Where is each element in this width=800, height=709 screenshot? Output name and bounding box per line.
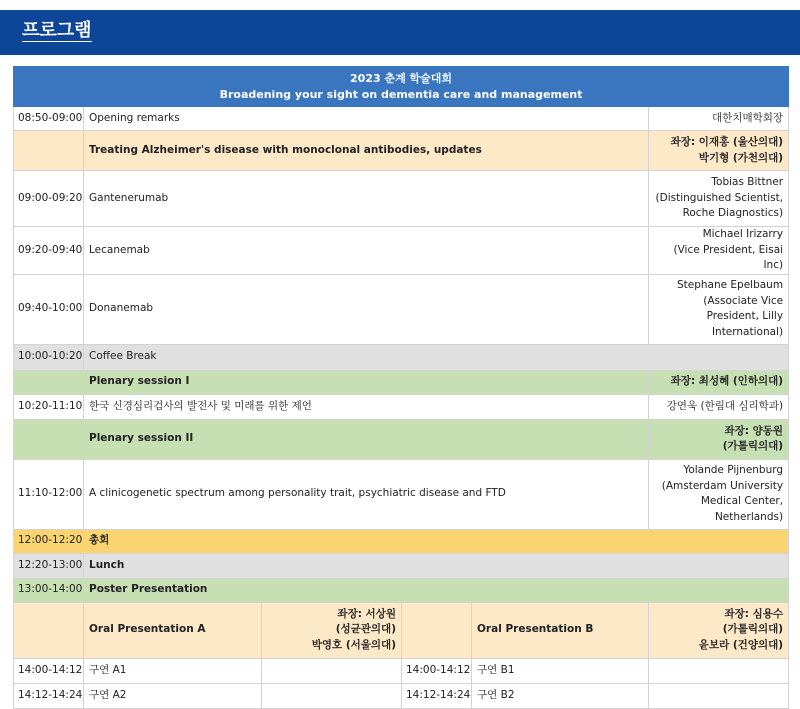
- table-row: [14, 553, 789, 578]
- speaker-cell: [649, 683, 789, 708]
- time-cell: 14:12-14:24: [14, 683, 84, 708]
- session-title: Treating Alzheimer's disease with monoclonal antibodies, updates: [84, 131, 649, 171]
- time-cell: 09:40-10:00: [14, 274, 84, 344]
- speaker-line: (Vice President, Eisai Inc): [673, 243, 784, 271]
- title-cell: Coffee Break: [84, 344, 789, 370]
- title-cell: A clinicogenetic spectrum among personality trait, psychiatric disease and FTD: [84, 459, 649, 529]
- time-cell: 14:00-14:12: [14, 658, 84, 683]
- speaker-line: Tobias Bittner: [711, 176, 784, 189]
- speaker-cell: 강연욱 (한림대 심리학과): [649, 394, 789, 419]
- chair-cell: [649, 131, 789, 171]
- title-cell: Lecanemab: [84, 227, 649, 275]
- table-row: [14, 274, 789, 344]
- speaker-line: Yolande Pijnenburg: [683, 464, 784, 476]
- title-cell: Gantenerumab: [84, 171, 649, 227]
- time-cell: 14:12-14:24: [402, 683, 472, 708]
- chair-cell: [262, 602, 402, 658]
- speaker-line: (Distinguished Scientist,: [655, 191, 784, 204]
- chair-cell: 좌장: 최성혜 (인하의대): [649, 370, 789, 394]
- chair-line: (가톨릭의대): [722, 623, 784, 636]
- time-cell: 12:20-13:00: [14, 553, 84, 578]
- time-cell: [402, 602, 472, 658]
- time-cell: [14, 602, 84, 658]
- speaker-cell: [649, 459, 789, 529]
- chair-line: 윤보라 (건양의대): [698, 638, 784, 651]
- title-cell: 구연 A1: [84, 658, 262, 683]
- table-row: [14, 344, 789, 370]
- session-title: Oral Presentation B: [472, 602, 649, 658]
- title-cell: Lunch: [84, 553, 789, 578]
- title-cell: 총회: [84, 529, 789, 553]
- title-cell: 구연 A2: [84, 683, 262, 708]
- speaker-cell: [262, 683, 402, 708]
- title-cell: Opening remarks: [84, 107, 649, 131]
- table-row: [14, 171, 789, 227]
- session-title: Plenary session II: [84, 419, 649, 459]
- time-cell: 14:00-14:12: [402, 658, 472, 683]
- chair-line: 박기형 (가천의대): [698, 151, 784, 164]
- time-cell: 10:20-11:10: [14, 394, 84, 419]
- speaker-line: (Amsterdam University: [661, 479, 784, 492]
- session-title: Plenary session I: [84, 370, 649, 394]
- speaker-line: International): [711, 325, 784, 338]
- speaker-cell: [649, 658, 789, 683]
- speaker-line: Medical Center,: [700, 495, 784, 507]
- table-row: [14, 459, 789, 529]
- table-row: [14, 578, 789, 602]
- program-table: [13, 66, 789, 709]
- time-cell: 09:20-09:40: [14, 227, 84, 275]
- page-header-bar: [0, 10, 800, 55]
- table-row: [14, 658, 789, 683]
- time-cell: 12:00-12:20: [14, 529, 84, 553]
- conference-theme: Broadening your sight on dementia care and management: [219, 87, 583, 101]
- speaker-cell: [649, 171, 789, 227]
- title-cell: 구연 B2: [472, 683, 649, 708]
- speaker-cell: [649, 227, 789, 275]
- time-cell: 10:00-10:20: [14, 344, 84, 370]
- title-cell: 한국 신경심리검사의 발전사 및 미래를 위한 제언: [84, 394, 649, 419]
- title-cell: Poster Presentation: [84, 578, 789, 602]
- program-header-row: [14, 67, 789, 107]
- time-cell: [14, 131, 84, 171]
- session-row: [14, 602, 789, 658]
- table-row: [14, 107, 789, 131]
- time-cell: 11:10-12:00: [14, 459, 84, 529]
- table-row: [14, 683, 789, 708]
- session-title: Oral Presentation A: [84, 602, 262, 658]
- speaker-cell: 대한치매학회장: [649, 107, 789, 131]
- time-cell: [14, 419, 84, 459]
- chair-line: 좌장: 양동원: [724, 424, 784, 437]
- table-row: [14, 227, 789, 275]
- title-cell: Donanemab: [84, 274, 649, 344]
- table-row: [14, 394, 789, 419]
- session-row: [14, 131, 789, 171]
- chair-line: (성균관의대): [335, 623, 396, 636]
- session-row: [14, 370, 789, 394]
- session-row: [14, 419, 789, 459]
- title-cell: 구연 B1: [472, 658, 649, 683]
- time-cell: 09:00-09:20: [14, 171, 84, 227]
- page-title: 프로그램: [22, 20, 92, 41]
- speaker-line: Roche Diagnostics): [682, 207, 784, 220]
- chair-line: 좌장: 심용수: [724, 607, 784, 620]
- speaker-line: President, Lilly: [706, 310, 784, 322]
- speaker-line: Michael Irizarry: [702, 228, 784, 240]
- speaker-cell: [649, 274, 789, 344]
- chair-cell: [649, 602, 789, 658]
- chair-cell: [649, 419, 789, 459]
- speaker-line: Netherlands): [714, 510, 784, 523]
- conference-name: 2023 춘계 학술대회: [350, 71, 453, 85]
- time-cell: [14, 370, 84, 394]
- table-row: [14, 529, 789, 553]
- time-cell: 13:00-14:00: [14, 578, 84, 602]
- program-header: [14, 67, 789, 107]
- speaker-line: Stephane Epelbaum: [676, 279, 784, 291]
- time-cell: 08:50-09:00: [14, 107, 84, 131]
- chair-line: 좌장: 이재홍 (울산의대): [670, 136, 784, 148]
- chair-line: 박영호 (서울의대): [311, 638, 396, 651]
- chair-line: 좌장: 서상원: [337, 607, 396, 620]
- chair-line: (가톨릭의대): [722, 440, 784, 452]
- speaker-cell: [262, 658, 402, 683]
- speaker-line: (Associate Vice: [703, 294, 784, 307]
